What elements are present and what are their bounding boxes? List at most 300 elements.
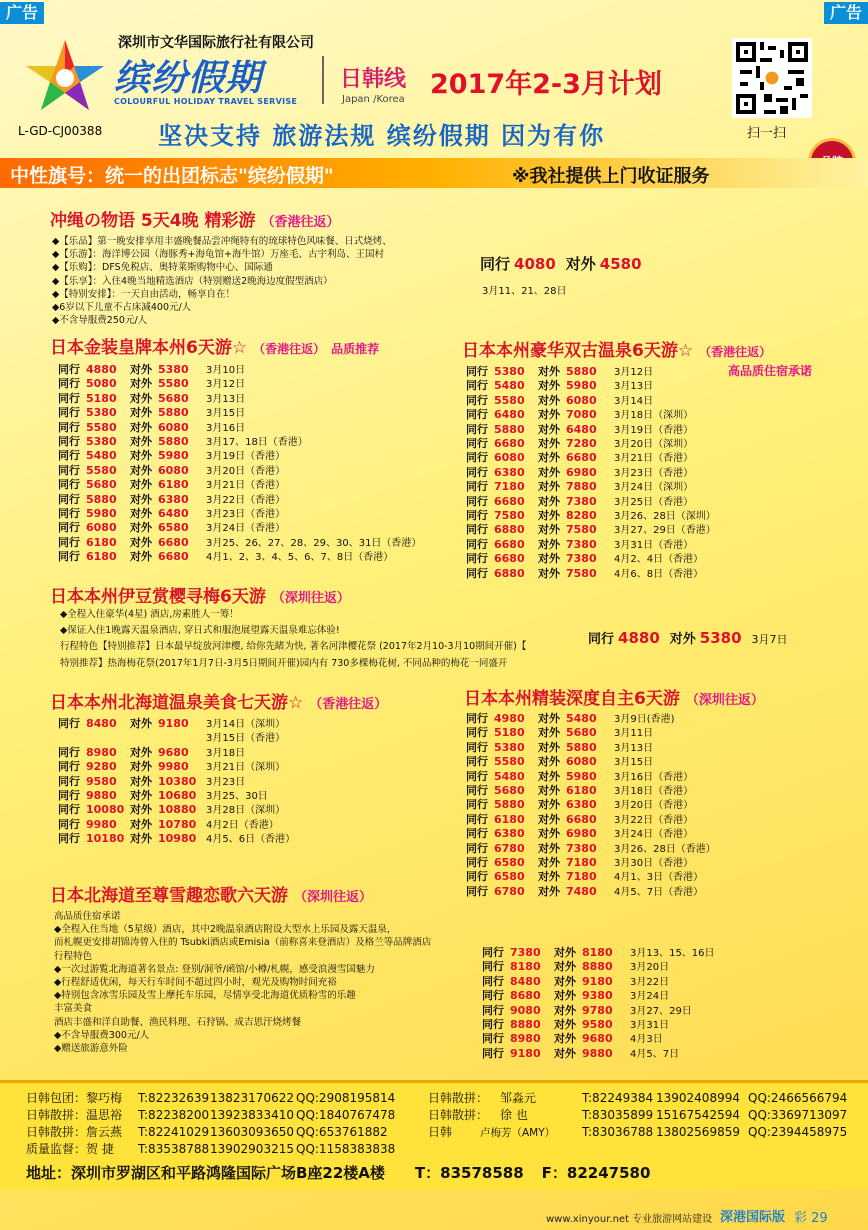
table-cell-date: 3月16日 <box>206 422 246 434</box>
table-cell-price: 5580 <box>494 393 525 407</box>
table-cell-date: 4月3日 <box>630 1034 663 1046</box>
table-cell-date: 4月6、8日（香港） <box>614 568 704 580</box>
table-cell-label: 同行 <box>58 832 80 846</box>
table-cell-price: 6180 <box>86 535 117 549</box>
table-cell-price: 7580 <box>494 509 525 523</box>
table-cell-label: 同行 <box>466 437 488 451</box>
table-cell-label: 同行 <box>482 1003 504 1017</box>
snow-table <box>482 946 715 1061</box>
table-cell-price: 6680 <box>494 537 525 551</box>
okinawa-price: 同行 4080 对外 4580 <box>480 255 642 273</box>
colorful-star-logo-icon <box>22 36 108 118</box>
table-cell-label: 同行 <box>482 1018 504 1032</box>
table-cell-price: 9180 <box>582 974 613 988</box>
table-cell-date: 3月20日（深圳） <box>614 439 694 451</box>
ad-label-left: 广告 <box>0 2 44 24</box>
table-row <box>466 495 716 509</box>
table-cell-price: 8680 <box>510 989 541 1003</box>
kinsou-title: 日本金装皇牌本州6天游☆ （香港往返） 品质推荐 <box>50 338 380 358</box>
company-name: 深圳市文华国际旅行社有限公司 <box>118 35 314 51</box>
list-item: ◆【乐游】：海洋博公园（海豚秀+海龟馆+海牛馆）万座毛、古宇利岛、王国村 <box>52 249 384 261</box>
table-cell-date: 3月23日 <box>206 776 246 788</box>
table-row <box>58 550 421 564</box>
table-row <box>466 538 716 552</box>
footer-site[interactable]: www.xinyour.net 专业旅游网站建设 <box>546 1214 713 1225</box>
table-cell-price: 6580 <box>494 856 525 870</box>
table-cell-date: 3月20日 <box>630 962 670 974</box>
okinawa-title: 冲绳の物语 5天4晚 精彩游 （香港往返） <box>50 211 340 231</box>
table-cell-label: 对外 <box>538 827 560 841</box>
table-cell-price: 6680 <box>158 550 189 564</box>
table-cell-price: 5880 <box>86 492 117 506</box>
table-cell-label: 对外 <box>538 523 560 537</box>
table-cell-label: 对外 <box>130 377 152 391</box>
table-cell-price: 6580 <box>494 870 525 884</box>
table-row <box>466 712 716 726</box>
table-cell-price: 6980 <box>566 465 597 479</box>
plan-title: 2017年2-3月计划 <box>430 69 662 100</box>
table-cell-label: 对外 <box>538 422 560 436</box>
table-cell-label: 同行 <box>466 480 488 494</box>
table-cell-price: 9880 <box>582 1046 613 1060</box>
table-row <box>466 423 716 437</box>
table-cell-label: 对外 <box>554 974 576 988</box>
snow-title: 日本北海道至尊雪趣恋歌六天游 （深圳往返） <box>50 886 373 906</box>
table-cell-label: 对外 <box>130 717 152 730</box>
page-number: 彩 29 <box>794 1211 828 1226</box>
table-cell-price: 6680 <box>494 552 525 566</box>
table-cell-label: 同行 <box>466 451 488 465</box>
table-cell-price: 10380 <box>158 774 197 788</box>
table-cell-label: 同行 <box>466 365 488 378</box>
okinawa-features <box>52 235 392 327</box>
table-cell-label: 同行 <box>466 870 488 884</box>
izu-title: 日本本州伊豆赏樱寻梅6天游 （深圳往返） <box>50 587 350 607</box>
table-cell-label: 同行 <box>466 798 488 812</box>
table-row <box>58 789 295 803</box>
table-cell-label: 同行 <box>58 789 80 803</box>
table-cell-label: 同行 <box>58 435 80 449</box>
table-cell-price: 5880 <box>566 365 597 378</box>
table-cell-price: 5580 <box>494 755 525 769</box>
table-cell-price: 5880 <box>158 435 189 449</box>
table-cell-price: 5680 <box>158 391 189 405</box>
list-item: ◆赠送旅游意外险 <box>54 1043 128 1055</box>
table-cell-price: 7080 <box>566 408 597 422</box>
table-cell-price: 7380 <box>566 494 597 508</box>
table-cell-label: 同行 <box>58 406 80 420</box>
table-cell-date: 3月22日（香港） <box>614 814 694 826</box>
table-cell-label: 对外 <box>538 566 560 580</box>
table-cell-label: 对外 <box>554 989 576 1003</box>
list-item: 酒店丰盛和洋自助餐、渔民料理、石狩锅、成吉思汗烧烤餐 <box>54 1016 302 1028</box>
table-row <box>466 365 716 379</box>
table-cell-date: 4月1、3日（香港） <box>614 872 704 884</box>
table-cell-label: 对外 <box>554 960 576 974</box>
table-cell-label: 同行 <box>58 449 80 463</box>
table-cell-label: 对外 <box>130 363 152 376</box>
table-row <box>466 451 716 465</box>
table-cell-price: 6080 <box>158 463 189 477</box>
table-cell-date: 3月15日 <box>614 757 654 769</box>
table-cell-label: 对外 <box>538 451 560 465</box>
table-cell-price: 7380 <box>566 552 597 566</box>
table-cell-label: 同行 <box>466 393 488 407</box>
table-cell-price: 5980 <box>566 769 597 783</box>
table-cell-label: 同行 <box>58 717 80 730</box>
table-cell-date: 3月22日（香港） <box>206 494 286 506</box>
table-cell-price: 5480 <box>86 449 117 463</box>
table-cell-price: 6580 <box>158 521 189 535</box>
table-cell-label: 同行 <box>466 769 488 783</box>
table-cell-price: 10780 <box>158 817 197 831</box>
table-cell-price: 9180 <box>158 717 189 730</box>
table-cell-date: 3月27、29日（香港） <box>614 525 716 537</box>
table-cell-price: 5080 <box>86 377 117 391</box>
table-cell-label: 对外 <box>538 769 560 783</box>
table-row <box>58 832 295 846</box>
table-row <box>58 803 295 817</box>
table-cell-label: 对外 <box>130 406 152 420</box>
table-cell-label: 对外 <box>538 856 560 870</box>
table-cell-price: 6780 <box>494 884 525 898</box>
table-cell-price: 5180 <box>494 726 525 740</box>
table-cell-label: 对外 <box>538 726 560 740</box>
table-cell-date: 3月24日（香港） <box>614 829 694 841</box>
table-cell-price: 5980 <box>566 379 597 393</box>
table-row <box>466 509 716 523</box>
hokkaido-title: 日本本州北海道温泉美食七天游☆ （香港往返） <box>50 693 388 713</box>
table-cell-label: 同行 <box>466 552 488 566</box>
table-cell-date: 3月24日（香港） <box>206 523 286 535</box>
table-cell-price: 5480 <box>494 769 525 783</box>
onsen-note: 高品质住宿承诺 <box>728 364 813 378</box>
table-cell-date: 3月21日（香港） <box>206 480 286 492</box>
table-cell-price: 5180 <box>86 391 117 405</box>
table-cell-price: 9980 <box>158 760 189 774</box>
table-row <box>466 827 716 841</box>
table-cell-label: 对外 <box>538 841 560 855</box>
list-item: ◆【乐享】：入住4晚当地精选酒店（特别赠送2晚海边度假型酒店） <box>52 275 333 287</box>
table-cell-date: 3月27、29日 <box>630 1005 692 1017</box>
neutral-flag-text: 中性旗号：统一的出团标志"缤纷假期" <box>10 165 334 187</box>
table-cell-price: 6880 <box>494 523 525 537</box>
table-cell-price: 6080 <box>566 393 597 407</box>
table-cell-date: 3月11日 <box>614 728 654 740</box>
table-cell-price: 9280 <box>86 760 117 774</box>
table-cell-date: 3月24日（深圳） <box>614 482 694 494</box>
table-cell-date: 3月24日 <box>630 991 670 1003</box>
table-cell-date: 4月2、4日（香港） <box>614 554 704 566</box>
table-row <box>58 521 421 535</box>
table-cell-date: 3月14日（深圳） <box>206 719 286 730</box>
table-row <box>58 363 421 377</box>
table-cell-price: 5580 <box>158 377 189 391</box>
table-row <box>466 379 716 393</box>
table-row <box>58 406 421 420</box>
table-cell-price: 8180 <box>510 960 541 974</box>
table-cell-price: 8180 <box>582 946 613 959</box>
table-cell-label: 对外 <box>538 712 560 725</box>
table-cell-label: 对外 <box>538 465 560 479</box>
table-cell-label: 同行 <box>58 535 80 549</box>
table-cell-date: 3月18日（香港） <box>614 786 694 798</box>
hokkaido-table <box>58 717 295 847</box>
table-cell-price: 10180 <box>86 832 125 846</box>
table-cell-label: 同行 <box>482 974 504 988</box>
table-cell-label: 同行 <box>466 740 488 754</box>
table-cell-price: 6180 <box>494 812 525 826</box>
table-cell-label: 同行 <box>58 478 80 492</box>
table-cell-date: 3月25日（香港） <box>614 496 694 508</box>
table-cell-price: 6380 <box>494 465 525 479</box>
table-cell-date: 3月18日（深圳） <box>614 410 694 422</box>
table-cell-label: 同行 <box>482 960 504 974</box>
table-cell-date: 3月13日 <box>614 742 654 754</box>
table-cell-label: 对外 <box>130 449 152 463</box>
table-row <box>58 449 421 463</box>
table-cell-price: 6180 <box>566 784 597 798</box>
table-row <box>58 392 421 406</box>
table-cell-price: 6180 <box>86 550 117 564</box>
table-cell-label: 同行 <box>58 492 80 506</box>
table-cell-price: 5380 <box>86 435 117 449</box>
table-cell-label: 对外 <box>538 379 560 393</box>
license-number: L-GD-CJ00388 <box>18 124 103 138</box>
table-cell-date: 3月31日 <box>630 1020 670 1032</box>
table-row <box>466 567 716 581</box>
table-cell-price: 6380 <box>158 492 189 506</box>
table-row <box>466 466 716 480</box>
table-cell-price: 7180 <box>566 856 597 870</box>
contact-row: 日韩散拼： 邹淼元 T:82249384 13902408994 QQ:2466566794 <box>428 1091 848 1105</box>
table-row <box>58 421 421 435</box>
table-row <box>466 798 716 812</box>
list-item: ◆特别包含冰雪乐园及雪上摩托车乐园，尽情享受北海道优质粉雪的乐趣 <box>54 990 356 1002</box>
table-cell-label: 同行 <box>466 784 488 798</box>
table-cell-price: 7880 <box>566 480 597 494</box>
table-cell-date: 3月13、15、16日 <box>630 948 715 959</box>
table-cell-date: 3月15日 <box>206 408 246 420</box>
table-cell-price: 5480 <box>494 379 525 393</box>
table-cell-date: 3月14日 <box>614 395 654 407</box>
table-cell-label: 对外 <box>538 494 560 508</box>
table-cell-label: 对外 <box>538 812 560 826</box>
table-cell-label: 同行 <box>58 817 80 831</box>
qr-code-icon[interactable] <box>732 38 812 118</box>
table-cell-label: 对外 <box>130 803 152 817</box>
scan-label: 扫一扫 <box>747 126 787 141</box>
onsen-table <box>466 365 716 581</box>
table-cell-price: 10980 <box>158 832 197 846</box>
contact-row: 质量监督：贺 捷 T:8353878813902903215 QQ:1158383838 <box>26 1142 396 1156</box>
table-cell-price: 9680 <box>582 1032 613 1046</box>
table-cell-label: 同行 <box>58 463 80 477</box>
table-cell-label: 同行 <box>466 523 488 537</box>
table-cell-date: 3月13日 <box>614 381 654 393</box>
okinawa-dates: 3月11、21、28日 <box>482 286 567 297</box>
table-cell-label: 对外 <box>130 817 152 831</box>
table-cell-label: 对外 <box>538 408 560 422</box>
contact-row: 日韩 卢梅芳（AMY） T:83036788 13802569859 QQ:2394458975 <box>428 1125 848 1139</box>
table-cell-label: 对外 <box>130 521 152 535</box>
table-cell-price: 7480 <box>566 884 597 898</box>
table-cell-price: 6080 <box>86 521 117 535</box>
table-cell-date: 3月17、18日（香港） <box>206 437 308 449</box>
table-cell-label: 对外 <box>538 870 560 884</box>
table-cell-label: 同行 <box>466 726 488 740</box>
table-cell-date: 3月19日（香港） <box>206 451 286 463</box>
table-cell-price: 5380 <box>158 363 189 376</box>
table-row <box>58 746 295 760</box>
table-cell-price: 5880 <box>566 740 597 754</box>
table-cell-label: 同行 <box>482 1032 504 1046</box>
table-cell-label: 对外 <box>130 420 152 434</box>
table-cell-price: 6680 <box>566 451 597 465</box>
table-cell-price: 9180 <box>510 1046 541 1060</box>
visa-service-text: ※我社提供上门收证服务 <box>512 166 710 187</box>
table-cell-price: 9780 <box>582 1003 613 1017</box>
table-cell-price: 8880 <box>510 1018 541 1032</box>
table-cell-label: 同行 <box>466 812 488 826</box>
table-cell-label: 同行 <box>58 760 80 774</box>
table-cell-date: 3月20日（香港） <box>614 800 694 812</box>
table-cell-price: 9080 <box>510 1003 541 1017</box>
izu-features <box>60 608 526 670</box>
contact-row: 日韩散拼： 徐 也 T:83035899 15167542594 QQ:3369713097 <box>428 1108 848 1122</box>
table-cell-label: 对外 <box>554 946 576 959</box>
table-cell-price: 6880 <box>494 566 525 580</box>
table-cell-label: 对外 <box>538 509 560 523</box>
brand-english: COLOURFUL HOLIDAY TRAVEL SERVISE <box>114 97 298 106</box>
table-cell-price: 5380 <box>494 740 525 754</box>
table-cell-label: 同行 <box>466 884 488 898</box>
table-cell-label: 对外 <box>554 1018 576 1032</box>
list-item: ◆【乐品】第一晚安排享用丰盛晚餐品尝冲绳特有的琉球特色风味餐、日式烧烤、 <box>52 236 392 247</box>
table-cell-label: 同行 <box>466 408 488 422</box>
table-cell-label: 同行 <box>58 521 80 535</box>
table-cell-date: 3月13日 <box>206 393 246 405</box>
list-item: ◆全程入住豪华(4星) 酒店,房素胜人一筹！ <box>60 609 239 620</box>
table-cell-label: 同行 <box>58 507 80 521</box>
table-cell-price: 5880 <box>158 406 189 420</box>
table-row <box>466 842 716 856</box>
deep-title: 日本本州精装深度自主6天游 （深圳往返） <box>464 689 764 709</box>
table-cell-label: 同行 <box>466 494 488 508</box>
table-cell-label: 同行 <box>466 755 488 769</box>
table-row <box>466 870 716 884</box>
table-cell-date: 3月20日（香港） <box>206 465 286 477</box>
table-cell-label: 对外 <box>538 537 560 551</box>
table-cell-price: 5380 <box>86 406 117 420</box>
table-cell-price: 5980 <box>158 449 189 463</box>
table-row <box>482 1004 715 1018</box>
table-cell-label: 对外 <box>554 1003 576 1017</box>
kinsou-table <box>58 363 421 565</box>
list-item: 高品质住宿承诺 <box>54 911 121 922</box>
line-name: 日韩线 <box>340 67 407 92</box>
table-cell-price: 5680 <box>494 784 525 798</box>
table-cell-date: 4月5、7日 <box>630 1048 680 1060</box>
table-cell-label: 对外 <box>538 552 560 566</box>
table-cell-label: 对外 <box>130 760 152 774</box>
table-row <box>58 507 421 521</box>
table-cell-label: 对外 <box>538 437 560 451</box>
address: 地址：深圳市罗湖区和平路鸿隆国际广场B座22楼A楼 T：83578588 F：82247580 <box>26 1164 651 1182</box>
table-cell-price: 5680 <box>86 478 117 492</box>
table-cell-label: 同行 <box>482 946 504 959</box>
list-item: 行程特色【特别推荐】日本最早绽放河津樱, 给你先睹为快, 著名河津樱花祭 (2017年2月10-3月10期间开催)【 <box>60 641 527 653</box>
izu-price: 同行 4880 对外 5380 3月7日 <box>588 629 788 647</box>
table-cell-label: 对外 <box>538 798 560 812</box>
table-cell-price: 8980 <box>86 745 117 759</box>
table-row <box>58 536 421 550</box>
table-row <box>466 437 716 451</box>
table-cell-label: 同行 <box>466 841 488 855</box>
table-cell-label: 对外 <box>538 480 560 494</box>
table-cell-label: 对外 <box>130 391 152 405</box>
table-cell-date: 3月16日（香港） <box>614 771 694 783</box>
table-cell-price: 5980 <box>86 507 117 521</box>
table-row <box>58 478 421 492</box>
table-row <box>466 856 716 870</box>
list-item: ◆不含导服费300元/人 <box>54 1029 150 1041</box>
table-cell-label: 同行 <box>58 774 80 788</box>
logo-divider <box>322 56 324 104</box>
table-cell-price: 8980 <box>510 1032 541 1046</box>
table-cell-date: 3月19日（香港） <box>614 424 694 436</box>
list-item: ◆一次过游覧北海道著名景点: 登别/洞爷/函馆/小樽/札幌，感受浪漫雪国魅力 <box>54 963 375 975</box>
table-cell-label: 同行 <box>466 566 488 580</box>
table-cell-price: 8480 <box>86 717 117 730</box>
table-cell-price: 4880 <box>86 363 117 376</box>
table-row <box>58 760 295 774</box>
contact-row: 日韩包团：黎巧梅 T:8223263913823170622 QQ:2908195814 <box>26 1091 396 1105</box>
table-cell-label: 对外 <box>554 1046 576 1060</box>
table-cell-price: 6080 <box>566 755 597 769</box>
table-cell-date: 4月5、6日（香港） <box>206 834 296 846</box>
table-cell-price: 10880 <box>158 803 197 817</box>
table-cell-price: 10680 <box>158 789 197 803</box>
table-cell-date: 3月26、28日（深圳） <box>614 511 716 523</box>
table-cell-date: 3月25、26、27、28、29、30、31日（香港） <box>206 537 422 549</box>
table-cell-label: 同行 <box>466 537 488 551</box>
table-cell-price: 7380 <box>566 537 597 551</box>
table-cell-date: 3月26、28日（香港） <box>614 843 716 855</box>
table-cell-date: 3月10日 <box>206 365 246 376</box>
table-cell-price: 5880 <box>494 798 525 812</box>
table-cell-price: 9980 <box>86 817 117 831</box>
table-cell-price: 7180 <box>566 870 597 884</box>
table-cell-price: 9580 <box>86 774 117 788</box>
table-cell-price: 9380 <box>582 989 613 1003</box>
table-cell-label: 同行 <box>466 379 488 393</box>
table-cell-date: 3月30日（香港） <box>614 858 694 870</box>
table-cell-date: 3月12日 <box>206 379 246 391</box>
footer-brand: 深港国际版 <box>720 1210 786 1225</box>
table-cell-price: 5480 <box>566 712 597 725</box>
list-item: 而札幌更安排胡锦涛曾入住的 Tsubki酒店或Emisia（前称喜来登酒店）及格兰等品牌酒店 <box>54 937 432 949</box>
table-row <box>58 818 295 832</box>
table-row <box>58 377 421 391</box>
table-cell-label: 对外 <box>130 535 152 549</box>
table-cell-label: 同行 <box>58 803 80 817</box>
table-row <box>482 946 715 960</box>
table-cell-label: 同行 <box>58 377 80 391</box>
table-row <box>58 493 421 507</box>
table-cell-price: 9680 <box>158 745 189 759</box>
table-cell-date: 3月23日（香港） <box>206 509 286 521</box>
